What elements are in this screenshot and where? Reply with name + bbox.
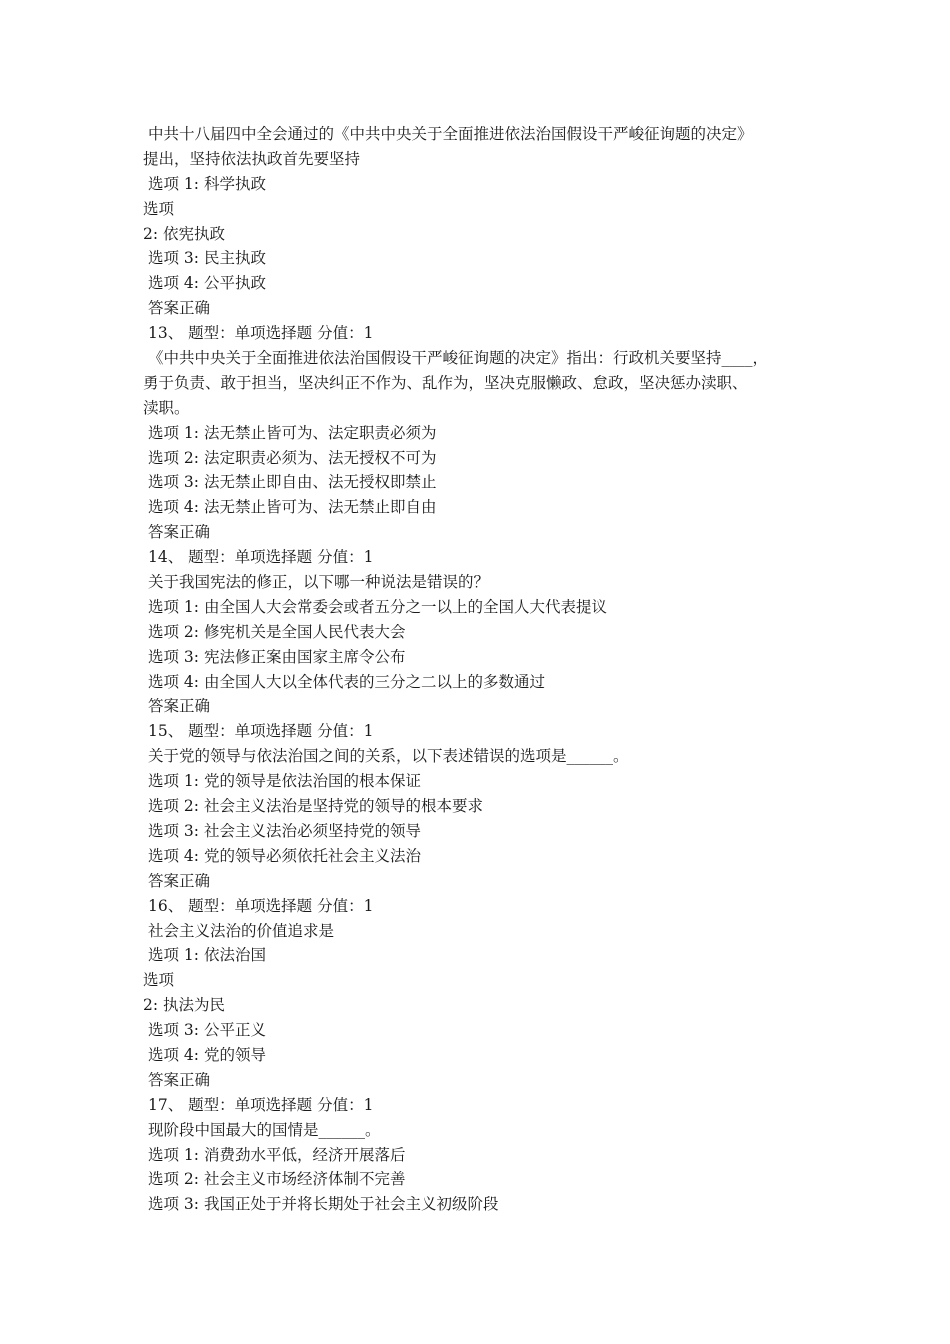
text-line: 选项 3: 公平正义: [148, 1021, 266, 1040]
text-line: 勇于负责、敢于担当，坚决纠正不作为、乱作为，坚决克服懒政、怠政，坚决惩办渎职、: [143, 373, 748, 392]
text-line: 选项 2: 社会主义市场经济体制不完善: [148, 1170, 406, 1189]
text-line: 答案正确: [148, 697, 211, 716]
text-line: 答案正确: [148, 523, 211, 542]
text-line: 13、 题型：单项选择题 分值：1: [148, 324, 374, 343]
text-line: 14、 题型：单项选择题 分值：1: [148, 548, 374, 567]
text-line: 选项 3: 民主执政: [148, 249, 266, 268]
text-line: 选项 4: 党的领导必须依托社会主义法治: [148, 846, 421, 865]
text-line: 选项 3: 我国正处于并将长期处于社会主义初级阶段: [148, 1195, 499, 1214]
text-line: 答案正确: [148, 1070, 211, 1089]
text-line: 选项 3: 法无禁止即自由、法无授权即禁止: [148, 473, 437, 492]
text-line: 现阶段中国最大的国情是______。: [148, 1120, 381, 1139]
text-line: 社会主义法治的价值追求是: [148, 921, 335, 940]
text-line: 关于党的领导与依法治国之间的关系，以下表述错误的选项是______。: [148, 747, 629, 766]
text-line: 关于我国宪法的修正，以下哪一种说法是错误的？: [148, 573, 490, 592]
text-line: 选项: [143, 971, 175, 990]
text-line: 答案正确: [148, 299, 211, 318]
text-line: 2: 依宪执政: [143, 224, 226, 243]
text-line: 选项 1: 法无禁止皆可为、法定职责必须为: [148, 423, 437, 442]
text-line: 渎职。: [143, 398, 190, 417]
text-line: 选项: [143, 199, 175, 218]
text-line: 15、 题型：单项选择题 分值：1: [148, 722, 374, 741]
text-line: 选项 4: 法无禁止皆可为、法无禁止即自由: [148, 498, 437, 517]
text-line: 选项 3: 宪法修正案由国家主席令公布: [148, 647, 406, 666]
text-line: 选项 4: 由全国人大以全体代表的三分之二以上的多数通过: [148, 672, 545, 691]
text-line: 17、 题型：单项选择题 分值：1: [148, 1095, 374, 1114]
text-line: 选项 1: 科学执政: [148, 174, 266, 193]
text-line: 选项 2: 法定职责必须为、法无授权不可为: [148, 448, 437, 467]
text-line: 选项 2: 修宪机关是全国人民代表大会: [148, 622, 406, 641]
text-line: 选项 1: 由全国人大会常委会或者五分之一以上的全国人大代表提议: [148, 597, 607, 616]
text-line: 提出，坚持依法执政首先要坚持: [143, 149, 361, 168]
text-line: 选项 1: 党的领导是依法治国的根本保证: [148, 772, 421, 791]
text-line: 2: 执法为民: [143, 996, 226, 1015]
text-line: 选项 2: 社会主义法治是坚持党的领导的根本要求: [148, 797, 483, 816]
text-line: 答案正确: [148, 871, 211, 890]
text-line: 中共十八届四中全会通过的《中共中央关于全面推进依法治国假设干严峻征询题的决定》: [148, 125, 753, 143]
text-line: 16、 题型：单项选择题 分值：1: [148, 896, 374, 915]
text-line: 选项 4: 党的领导: [148, 1045, 266, 1064]
text-line: 选项 1: 依法治国: [148, 946, 266, 965]
document-body: [0, 122, 950, 1217]
text-line: 选项 4: 公平执政: [148, 274, 266, 293]
text-line: 选项 1: 消费劲水平低，经济开展落后: [148, 1145, 406, 1164]
text-line: 选项 3: 社会主义法治必须坚持党的领导: [148, 821, 421, 840]
text-line: 《中共中央关于全面推进依法治国假设干严峻征询题的决定》指出：行政机关要坚持____，: [148, 349, 769, 368]
